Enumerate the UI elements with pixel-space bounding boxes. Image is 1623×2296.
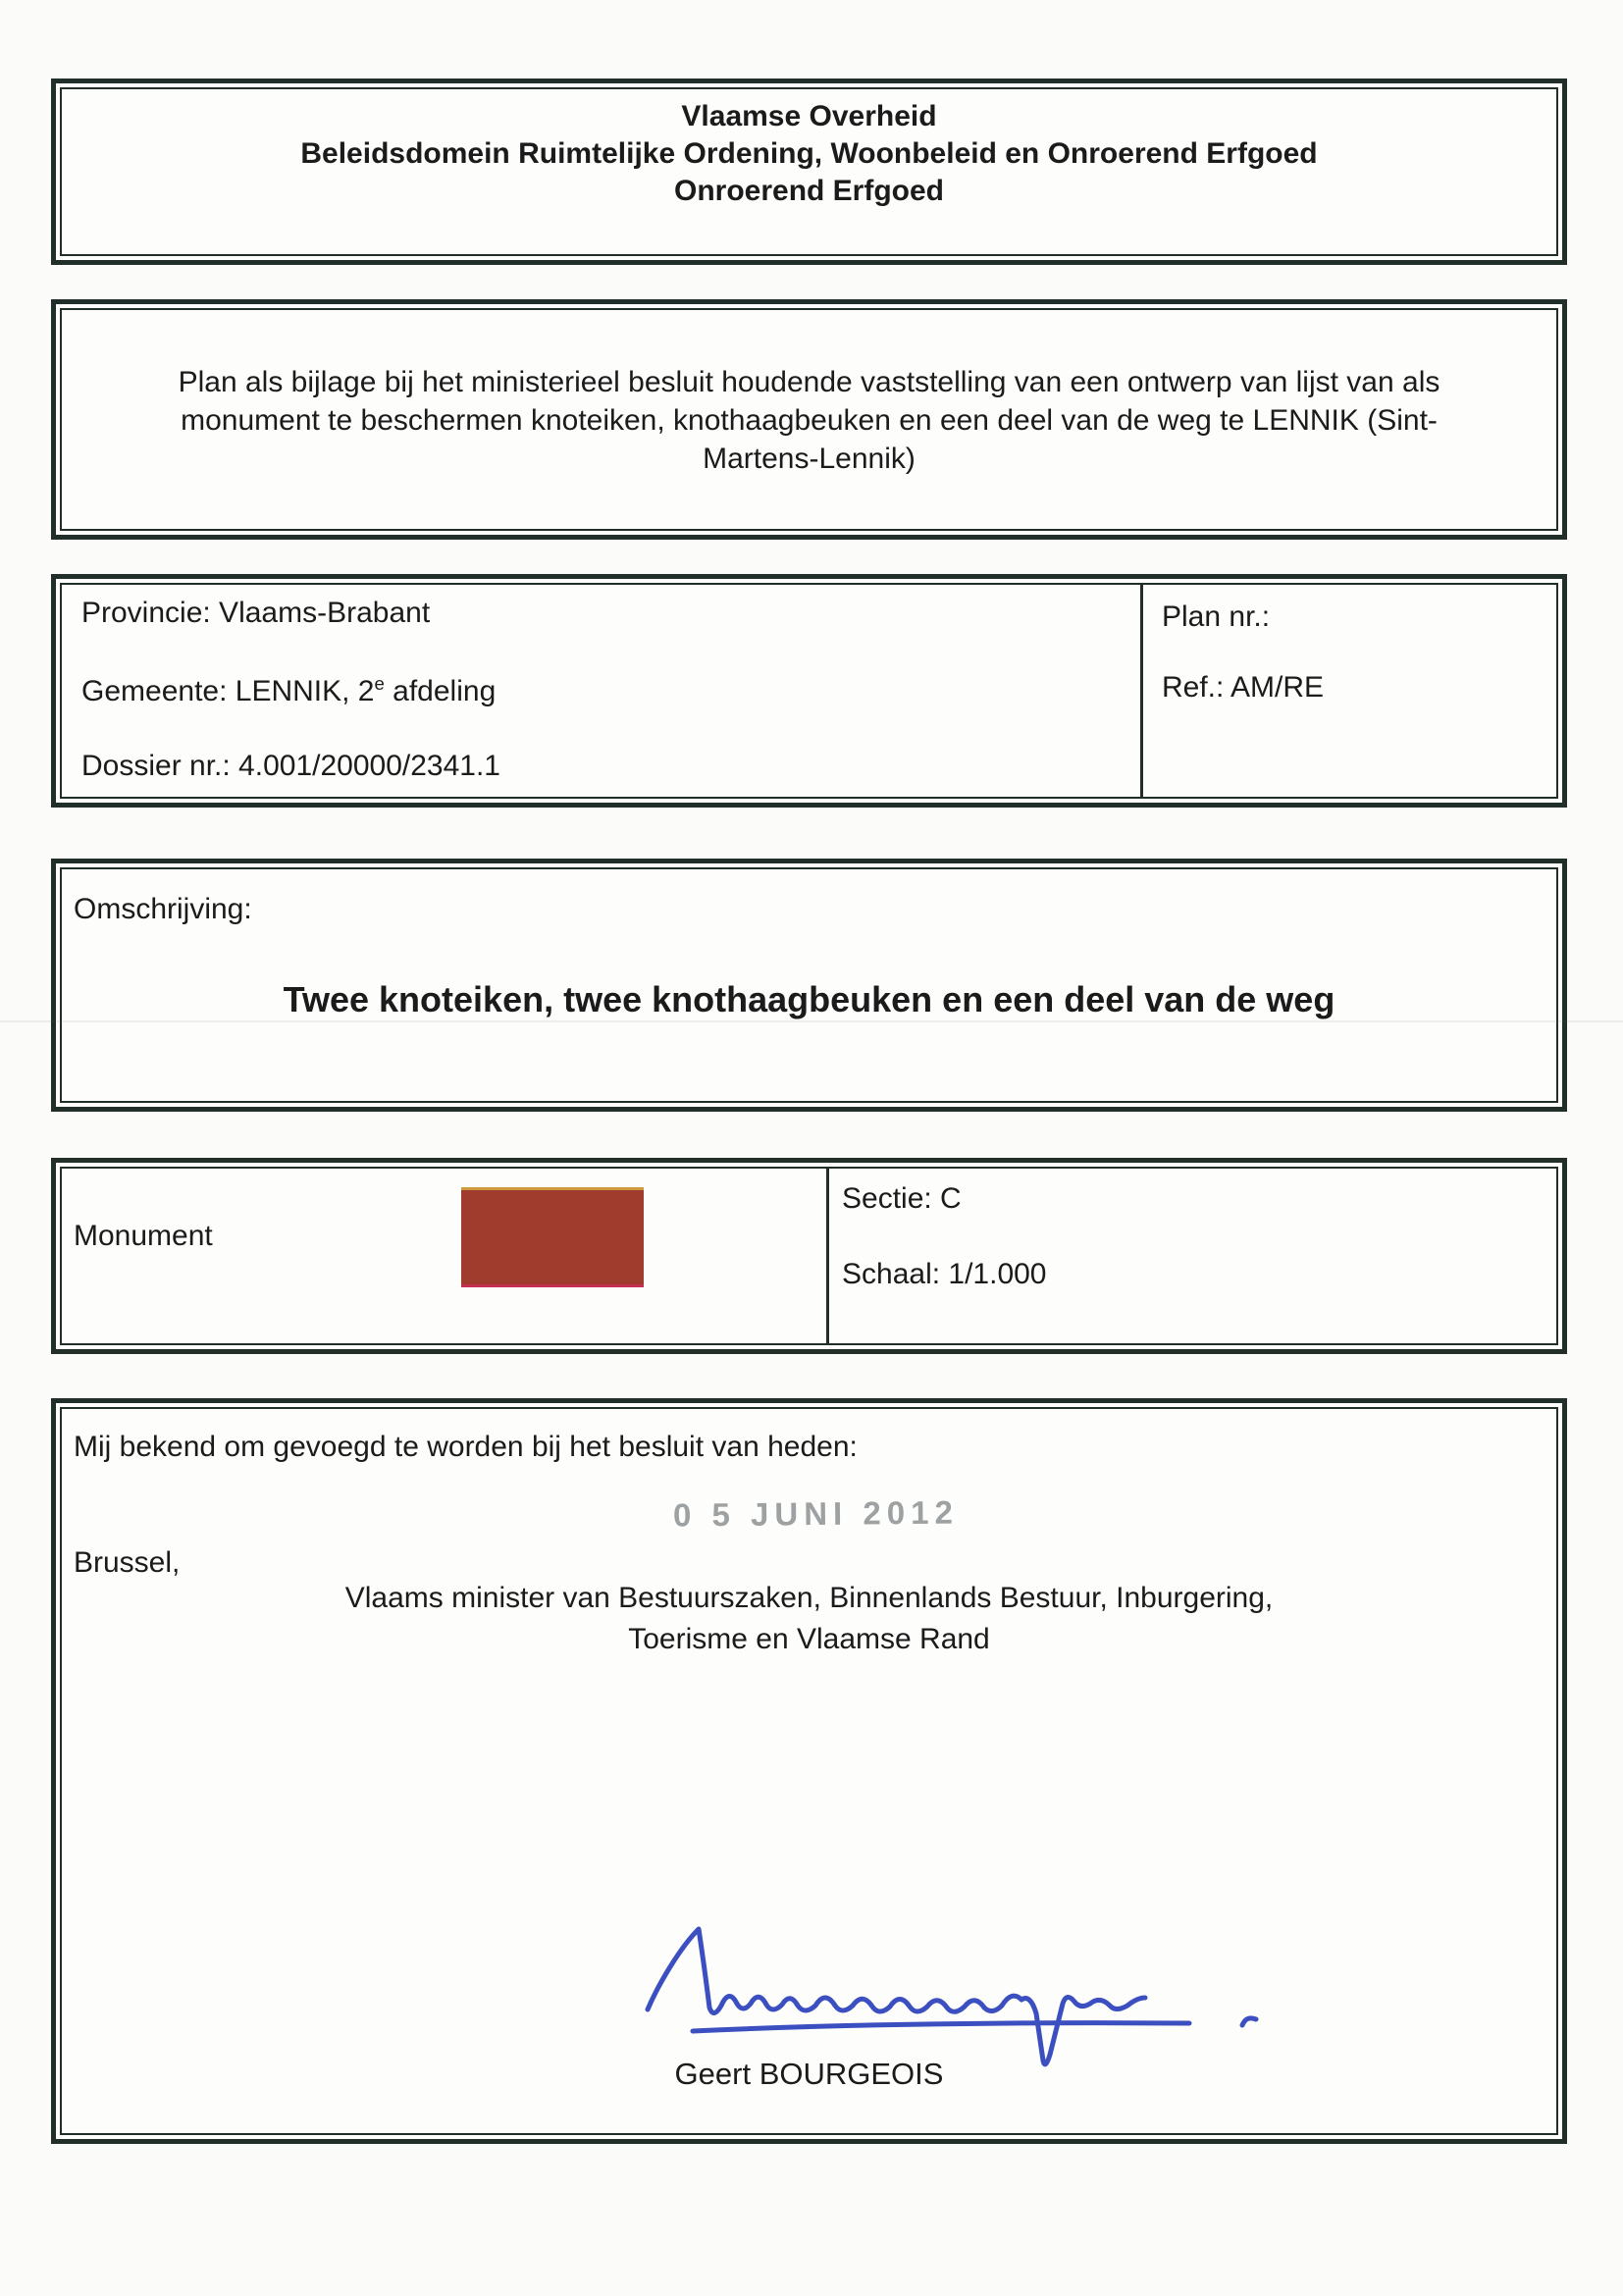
dossier-info-frame: [60, 583, 1558, 799]
legend-box: [51, 1158, 1567, 1354]
plan-statement-box: [51, 299, 1567, 540]
reference-line: Ref.: AM/RE: [1162, 671, 1325, 704]
letterhead-line-agency: Onroerend Erfgoed: [673, 175, 945, 207]
description-label: Omschrijving:: [74, 893, 252, 925]
minister-title-line-2: Toerisme en Vlaamse Rand: [628, 1623, 990, 1655]
letterhead-box: [51, 78, 1567, 265]
letterhead-line-authority: Vlaamse Overheid: [681, 100, 937, 132]
city-line: Brussel,: [74, 1546, 181, 1579]
province-line: Provincie: Vlaams-Brabant: [81, 597, 431, 629]
municipality-superscript: e: [374, 673, 385, 694]
dossier-info-box: [51, 574, 1567, 808]
section-line: Sectie: C: [842, 1182, 962, 1215]
legend-frame: [60, 1167, 1558, 1345]
column-divider: [826, 1169, 829, 1343]
minister-title-line-1: Vlaams minister van Bestuurszaken, Binnenlands Bestuur, Inburgering,: [344, 1582, 1274, 1614]
dossier-number-line: Dossier nr.: 4.001/20000/2341.1: [81, 750, 500, 782]
plan-statement-line-3: Martens-Lennik): [703, 443, 916, 475]
municipality-suffix: afdeling: [384, 675, 497, 707]
plan-statement-frame: [60, 308, 1558, 531]
letterhead-line-domain: Beleidsdomein Ruimtelijke Ordening, Woonbeleid en Onroerend Erfgoed: [300, 137, 1318, 170]
signer-name: Geert BOURGEOIS: [674, 2057, 944, 2091]
monument-color-swatch: [461, 1187, 644, 1287]
letterhead-frame: [60, 87, 1558, 256]
municipality-prefix: Gemeente: LENNIK, 2: [81, 675, 375, 707]
plan-statement-line-2: monument te beschermen knoteiken, knothaagbeuken en een deel van de weg te LENNIK (Sint-: [181, 404, 1438, 437]
attestation-frame: [60, 1407, 1558, 2135]
scale-line: Schaal: 1/1.000: [842, 1258, 1047, 1290]
scanner-streak-artifact: [0, 1020, 1623, 1022]
plan-statement-line-1: Plan als bijlage bij het ministerieel besluit houdende vaststelling van een ontwerp van lijst van als: [178, 366, 1440, 398]
date-stamp: 0 5 JUNI 2012: [672, 1493, 959, 1534]
description-text: Twee knoteiken, twee knothaagbeuken en een deel van de weg: [283, 979, 1335, 1019]
monument-label: Monument: [74, 1220, 213, 1252]
plan-number-line: Plan nr.:: [1162, 600, 1271, 633]
column-divider: [1140, 585, 1143, 797]
municipality-line: [81, 673, 496, 708]
attestation-intro: Mij bekend om gevoegd te worden bij het besluit van heden:: [74, 1431, 858, 1463]
attestation-box: [51, 1398, 1567, 2144]
description-box: [51, 859, 1567, 1112]
description-frame: [60, 867, 1558, 1103]
